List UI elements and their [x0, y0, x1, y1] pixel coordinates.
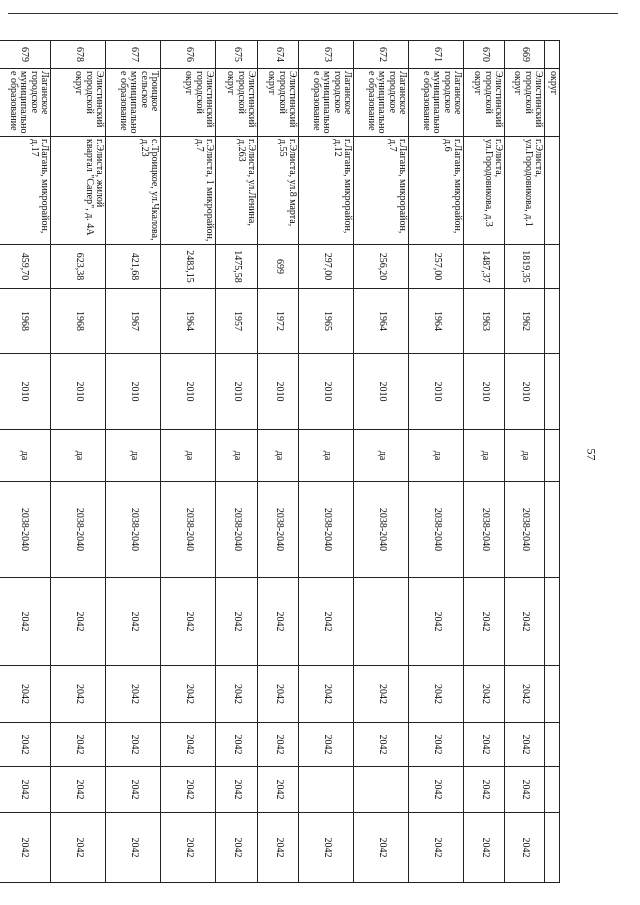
- cell-year-col11: 2042: [299, 723, 354, 767]
- cell-year-col11: 2042: [161, 723, 216, 767]
- cell-year-col9: 2042: [216, 578, 258, 666]
- cell-flag-da: да: [258, 430, 299, 482]
- cell-address: г.Элиста, жилой квартал "Сапер", д. 4А: [51, 137, 106, 245]
- cell-year-col10: 2042: [505, 666, 545, 723]
- cell-year-col12: 2042: [216, 767, 258, 813]
- cell-year-col9: 2042: [0, 578, 51, 666]
- cell-year-built: 1972: [258, 289, 299, 354]
- cell-year-col12: 2042: [258, 767, 299, 813]
- cell-year-col11: 2042: [354, 723, 409, 767]
- cell-year-col12: 2042: [505, 767, 545, 813]
- cell-period: 2038-2040: [464, 482, 505, 578]
- cell-year-col13: 2042: [0, 813, 51, 883]
- cell-period: 2038-2040: [258, 482, 299, 578]
- cell-row-number: 673: [299, 41, 354, 69]
- cell-address: г.Лагань, микрорайон, д.7: [354, 137, 409, 245]
- cell-address: г.Лагань, микрорайон, д.17: [0, 137, 51, 245]
- cell-address: с.Троицкое, ул.Чкалова, д.23: [106, 137, 161, 245]
- cell-year-2010: 2010: [258, 354, 299, 430]
- cell-area: 297,00: [299, 245, 354, 289]
- cell-year-2010: 2010: [299, 354, 354, 430]
- rotated-table-container: [8, 40, 560, 882]
- cell-year-col12: 2042: [51, 767, 106, 813]
- cell-year-col12: 2042: [161, 767, 216, 813]
- cell-year-col10: 2042: [106, 666, 161, 723]
- cell-year-col11: 2042: [464, 723, 505, 767]
- cell-area: 257,00: [409, 245, 464, 289]
- cell-row-number: 679: [0, 41, 51, 69]
- cell-period: 2038-2040: [505, 482, 545, 578]
- cell-year-built: 1964: [409, 289, 464, 354]
- cell-year-built: 1963: [464, 289, 505, 354]
- cell-year-col11: 2042: [409, 723, 464, 767]
- cell-municipality: Элистинский городской округ: [161, 69, 216, 137]
- cell-area: 1475,58: [216, 245, 258, 289]
- cell-year-2010: 2010: [354, 354, 409, 430]
- cell-year-col10: 2042: [409, 666, 464, 723]
- cell-year-col9: 2042: [409, 578, 464, 666]
- cell-row-number: 674: [258, 41, 299, 69]
- cell-year-built: 1968: [51, 289, 106, 354]
- cell-address: г.Элиста, ул.Городовикова, д.3: [464, 137, 505, 245]
- cell-year-col13: 2042: [216, 813, 258, 883]
- cell-year-col13: 2042: [354, 813, 409, 883]
- cell-year-col13: 2042: [464, 813, 505, 883]
- cell-year-2010: 2010: [409, 354, 464, 430]
- cell-year-col9: 2042: [464, 578, 505, 666]
- cell-row-number: 675: [216, 41, 258, 69]
- cell-area: 256,20: [354, 245, 409, 289]
- cell-municipality: Элистинский городской округ: [51, 69, 106, 137]
- cell-row-number: 669: [505, 41, 545, 69]
- cell-year-col13: 2042: [409, 813, 464, 883]
- table-row: [216, 41, 258, 883]
- cell-flag-da: да: [0, 430, 51, 482]
- cell-area: 623,38: [51, 245, 106, 289]
- cell-flag-da: да: [51, 430, 106, 482]
- cell-row-number: 671: [409, 41, 464, 69]
- cell-address: г.Элиста, ул.8 марта, д.55: [258, 137, 299, 245]
- cell-year-built: 1957: [216, 289, 258, 354]
- cell-municipality: Лаганское городское муниципальное образование: [409, 69, 464, 137]
- cell-period: 2038-2040: [299, 482, 354, 578]
- cell-address: г.Элиста, ул.Городовикова, д.1: [505, 137, 545, 245]
- cell-year-col12: [299, 767, 354, 813]
- cell-municipality: Троицкое сельское муниципальное образование: [106, 69, 161, 137]
- cell-address: г.Элиста, 1 микрорайон, д.7: [161, 137, 216, 245]
- cell-area: 1487,37: [464, 245, 505, 289]
- cell-year-col9: 2042: [51, 578, 106, 666]
- cell-year-col9: 2042: [258, 578, 299, 666]
- cell-period: 2038-2040: [409, 482, 464, 578]
- header-fragment: округ: [545, 69, 560, 137]
- cell-address: г.Лагань, микрорайон, д.12: [299, 137, 354, 245]
- cell-year-built: 1964: [161, 289, 216, 354]
- cell-period: 2038-2040: [354, 482, 409, 578]
- page-number: 57: [584, 448, 599, 461]
- cell-year-built: 1967: [106, 289, 161, 354]
- cell-year-col11: 2042: [505, 723, 545, 767]
- table-row: [505, 41, 545, 883]
- cell-year-col13: 2042: [51, 813, 106, 883]
- cell-year-col9: 2042: [106, 578, 161, 666]
- cell-municipality: Элистинский городской округ: [216, 69, 258, 137]
- cell-year-col12: 2042: [106, 767, 161, 813]
- cell-year-col11: 2042: [0, 723, 51, 767]
- cell-year-col12: [354, 767, 409, 813]
- cell-year-built: 1964: [354, 289, 409, 354]
- cell-year-col10: 2042: [0, 666, 51, 723]
- housing-table: [0, 40, 560, 883]
- cell-year-col13: 2042: [299, 813, 354, 883]
- cell-area: 699: [258, 245, 299, 289]
- cell-year-2010: 2010: [216, 354, 258, 430]
- cell-year-2010: 2010: [51, 354, 106, 430]
- cell-year-col10: 2042: [258, 666, 299, 723]
- cell-municipality: Лаганское городское муниципальное образование: [299, 69, 354, 137]
- cell-year-col12: 2042: [464, 767, 505, 813]
- cell-year-col12: 2042: [409, 767, 464, 813]
- cell-area: 1819,35: [505, 245, 545, 289]
- cell-row-number: 670: [464, 41, 505, 69]
- cell-row-number: 678: [51, 41, 106, 69]
- cell-year-col13: 2042: [106, 813, 161, 883]
- cell-year-built: 1968: [0, 289, 51, 354]
- cell-year-col12: 2042: [0, 767, 51, 813]
- cell-year-2010: 2010: [505, 354, 545, 430]
- cell-area: 421,68: [106, 245, 161, 289]
- cell-year-col10: 2042: [216, 666, 258, 723]
- cell-year-col9: [354, 578, 409, 666]
- cell-year-col10: 2042: [354, 666, 409, 723]
- cell-period: 2038-2040: [161, 482, 216, 578]
- cell-address: г.Лагань, микрорайон, д.6: [409, 137, 464, 245]
- cell-flag-da: да: [161, 430, 216, 482]
- cell-flag-da: да: [354, 430, 409, 482]
- cell-year-2010: 2010: [464, 354, 505, 430]
- cell-flag-da: да: [299, 430, 354, 482]
- cell-period: 2038-2040: [106, 482, 161, 578]
- cell-row-number: 672: [354, 41, 409, 69]
- table-row: [106, 41, 161, 883]
- cell-year-2010: 2010: [106, 354, 161, 430]
- table-viewport: [8, 40, 560, 882]
- cell-period: 2038-2040: [51, 482, 106, 578]
- cell-address: г.Элиста, ул.Ленина, д.263: [216, 137, 258, 245]
- table-row: [0, 41, 51, 883]
- table-row-header-fragment: [545, 41, 560, 883]
- table-row: [299, 41, 354, 883]
- table-row: [409, 41, 464, 883]
- table-row: [258, 41, 299, 883]
- cell-year-2010: 2010: [161, 354, 216, 430]
- cell-year-col11: 2042: [216, 723, 258, 767]
- cell-period: 2038-2040: [216, 482, 258, 578]
- table-row: [354, 41, 409, 883]
- cell-row-number: 676: [161, 41, 216, 69]
- cell-year-col11: 2042: [106, 723, 161, 767]
- cell-year-col11: 2042: [51, 723, 106, 767]
- cell-year-col9: 2042: [161, 578, 216, 666]
- cell-year-col10: 2042: [161, 666, 216, 723]
- table-row: [464, 41, 505, 883]
- cell-area: 2483,15: [161, 245, 216, 289]
- cell-year-col10: 2042: [464, 666, 505, 723]
- top-rule: [8, 13, 618, 14]
- cell-flag-da: да: [505, 430, 545, 482]
- cell-period: 2038-2040: [0, 482, 51, 578]
- cell-municipality: Лаганское городское муниципальное образование: [0, 69, 51, 137]
- cell-flag-da: да: [216, 430, 258, 482]
- cell-year-built: 1962: [505, 289, 545, 354]
- cell-year-col10: 2042: [299, 666, 354, 723]
- cell-municipality: Элистинский городской округ: [505, 69, 545, 137]
- cell-year-col13: 2042: [161, 813, 216, 883]
- cell-row-number: 677: [106, 41, 161, 69]
- cell-year-2010: 2010: [0, 354, 51, 430]
- cell-year-col13: 2042: [258, 813, 299, 883]
- cell-municipality: Лаганское городское муниципальное образование: [354, 69, 409, 137]
- table-row: [51, 41, 106, 883]
- cell-area: 459,70: [0, 245, 51, 289]
- cell-year-col9: 2042: [299, 578, 354, 666]
- cell-year-col10: 2042: [51, 666, 106, 723]
- table-row: [161, 41, 216, 883]
- cell-flag-da: да: [409, 430, 464, 482]
- cell-flag-da: да: [464, 430, 505, 482]
- table-body: [0, 41, 560, 883]
- cell-year-built: 1965: [299, 289, 354, 354]
- cell-municipality: Элистинский городской округ: [258, 69, 299, 137]
- cell-year-col9: 2042: [505, 578, 545, 666]
- cell-municipality: Элистинский городской округ: [464, 69, 505, 137]
- cell-flag-da: да: [106, 430, 161, 482]
- cell-year-col11: 2042: [258, 723, 299, 767]
- cell-year-col13: 2042: [505, 813, 545, 883]
